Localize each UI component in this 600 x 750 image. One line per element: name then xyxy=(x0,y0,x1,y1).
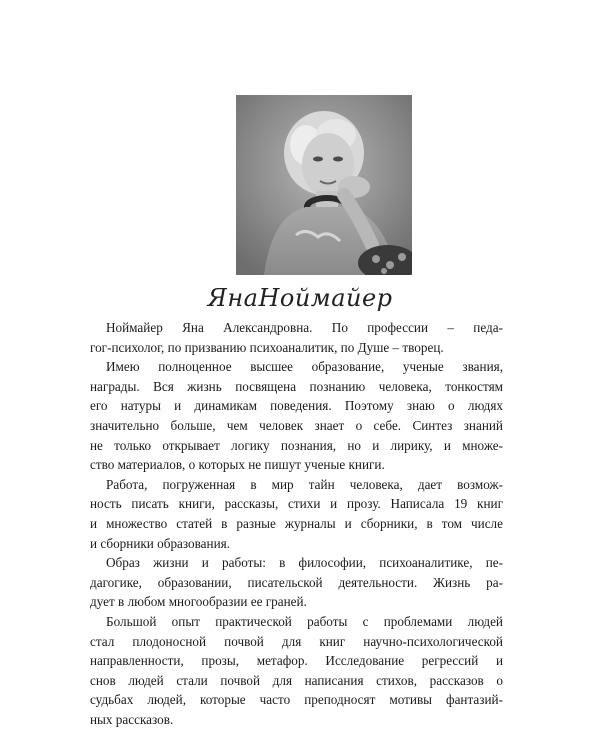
bio-line: судьбах людей, которые часто преподносят мотивы фантазий- xyxy=(90,692,503,708)
bio-line: и множество статей в разные журналы и сборники, в том числе xyxy=(90,515,503,531)
bio-line: не только открывает логику познания, но и лирику, и множе- xyxy=(90,437,503,453)
author-photo xyxy=(236,95,412,275)
bio-line: награды. Вся жизнь посвящена познанию человека, тонкостям xyxy=(90,378,503,394)
bio-line: значительно больше, чем человек знает о себе. Синтез знаний xyxy=(90,417,503,433)
bio-line: Работа, погруженная в мир тайн человека, дает возмож- xyxy=(106,476,503,492)
bio-line: Большой опыт практической работы с проблемами людей xyxy=(106,613,503,629)
bio-line: Ноймайер Яна Александровна. По профессии – педа- xyxy=(106,320,503,335)
bio-line: дагогике, образовании, писательской деятельности. Жизнь ра- xyxy=(90,574,503,590)
bio-line: ство материалов, о которых не пишут ученые книги. xyxy=(90,457,385,473)
bio-line: дует в любом многообразии ее граней. xyxy=(90,594,307,610)
author-name: ЯнаНоймайер xyxy=(207,284,393,312)
bio-line: ных рассказов. xyxy=(90,711,174,727)
bio-line: ность писать книги, рассказы, стихи и прозу. Написала 19 книг xyxy=(90,496,503,512)
bio-line: стал плодоносной почвой для книг научно-психологической xyxy=(90,633,503,649)
bio-line: его натуры и динамикам поведения. Поэтому знаю о людях xyxy=(90,398,503,414)
bio-line: и сборники образования. xyxy=(90,535,231,551)
author-biography xyxy=(90,318,503,729)
bio-line: Имею полноценное высшее образование, ученые звания, xyxy=(106,359,503,375)
bio-line: направленности, прозы, метафор. Исследование регрессий и xyxy=(90,653,503,669)
bio-line: гог-психолог, по призванию психоаналитик, по Душе – творец. xyxy=(90,339,444,355)
bio-line: снов людей стали почвой для написания стихов, рассказов о xyxy=(90,672,503,688)
bio-line: Образ жизни и работы: в философии, психоаналитике, пе- xyxy=(106,555,503,571)
